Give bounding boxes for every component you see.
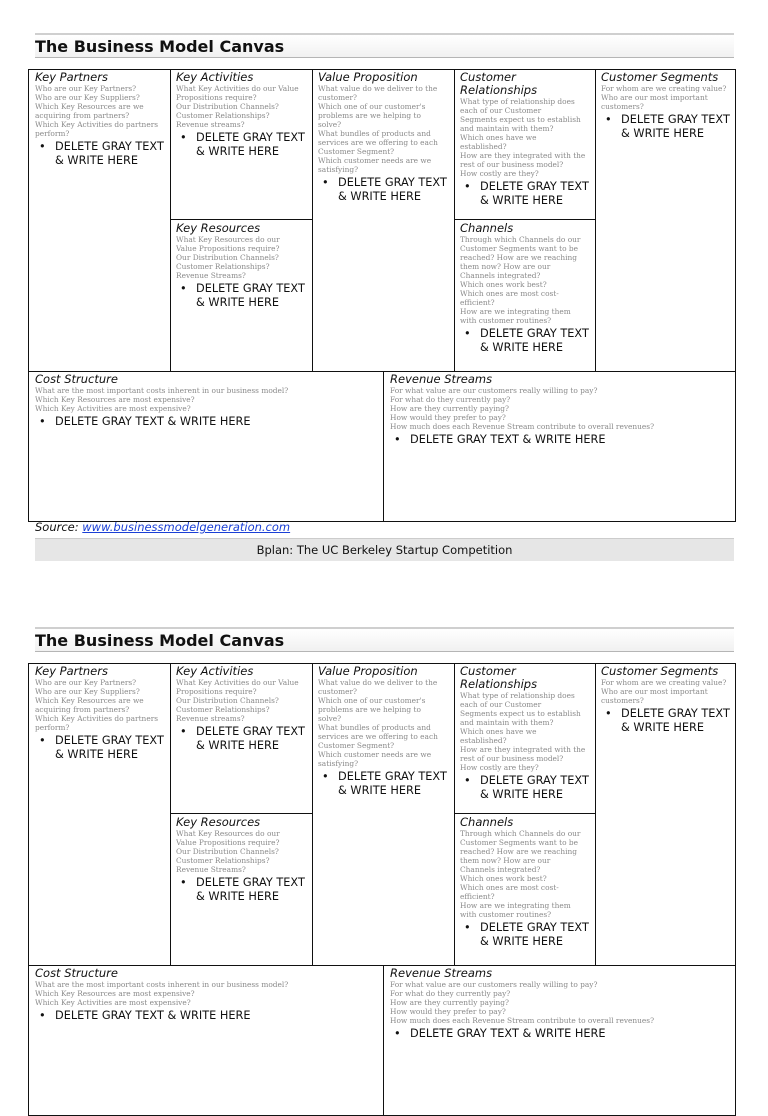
bullet-text: DELETE GRAY TEXT & WRITE HERE	[480, 921, 589, 948]
channels-prompt: Through which Channels do our Customer Segments want to be reached? How are we reaching them now? How are our Channels integrated? Which ones work best? Which ones are most cost- efficient? How are we integrating them with customer routines?	[460, 235, 581, 325]
key-resources-prompt: What Key Resources do our Value Propositions require? Our Distribution Channels? Customer Relationships? Revenue Streams?	[176, 235, 280, 280]
key-partners-title: Key Partners	[35, 665, 108, 678]
value-proposition-title: Value Proposition	[318, 71, 418, 84]
bullet-text: DELETE GRAY TEXT & WRITE HERE	[55, 1009, 251, 1022]
key-activities-title: Key Activities	[176, 665, 254, 678]
key-partners-cell[interactable]	[35, 71, 169, 369]
channels-cell[interactable]	[460, 816, 594, 964]
divider	[312, 70, 313, 372]
key-partners-bullet[interactable]	[35, 140, 169, 168]
channels-bullet[interactable]	[460, 327, 594, 355]
bullet-text: DELETE GRAY TEXT & WRITE HERE	[55, 140, 164, 167]
channels-title: Channels	[460, 816, 514, 829]
bullet-icon: •	[180, 282, 187, 295]
bullet-icon: •	[39, 140, 46, 153]
customer-relationships-bullet[interactable]	[460, 774, 594, 802]
divider	[454, 664, 455, 966]
key-activities-bullet[interactable]	[176, 131, 310, 159]
bullet-icon: •	[180, 876, 187, 889]
bullet-icon: •	[180, 131, 187, 144]
divider	[595, 664, 596, 966]
customer-segments-prompt: For whom are we creating value? Who are our most important customers?	[601, 678, 727, 705]
key-activities-prompt: What Key Activities do our Value Propositions require? Our Distribution Channels? Customer Relationships? Revenue streams?	[176, 678, 299, 723]
value-proposition-bullet[interactable]	[318, 770, 452, 798]
revenue-streams-bullet[interactable]	[390, 433, 734, 447]
divider	[454, 813, 595, 814]
channels-cell[interactable]	[460, 222, 594, 370]
revenue-streams-title: Revenue Streams	[390, 373, 493, 386]
key-activities-cell[interactable]	[176, 71, 310, 217]
key-resources-bullet[interactable]	[176, 876, 310, 904]
divider	[170, 813, 312, 814]
bullet-text: DELETE GRAY TEXT & WRITE HERE	[410, 1027, 606, 1040]
key-partners-cell[interactable]	[35, 665, 169, 963]
source-line	[35, 520, 290, 534]
customer-relationships-title: Customer Relationships	[460, 665, 538, 691]
customer-relationships-bullet[interactable]	[460, 180, 594, 208]
cost-structure-prompt: What are the most important costs inherent in our business model? Which Key Resources are most expensive? Which Key Activities are most expensive?	[35, 980, 289, 1007]
business-model-canvas	[28, 69, 736, 522]
customer-segments-cell[interactable]	[601, 71, 734, 369]
customer-segments-prompt: For whom are we creating value? Who are our most important customers?	[601, 84, 727, 111]
key-partners-prompt: Who are our Key Partners? Who are our Key Suppliers? Which Key Resources are we acquiring from partners? Which Key Activities do partners perform?	[35, 84, 159, 138]
key-partners-prompt: Who are our Key Partners? Who are our Key Suppliers? Which Key Resources are we acquiring from partners? Which Key Activities do partners perform?	[35, 678, 159, 732]
business-model-canvas	[28, 663, 736, 1116]
cost-structure-title: Cost Structure	[35, 373, 118, 386]
key-resources-cell[interactable]	[176, 816, 310, 964]
bullet-icon: •	[464, 180, 471, 193]
customer-segments-title: Customer Segments	[601, 665, 719, 678]
bullet-text: DELETE GRAY TEXT & WRITE HERE	[196, 725, 305, 752]
key-activities-bullet[interactable]	[176, 725, 310, 753]
bullet-text: DELETE GRAY TEXT & WRITE HERE	[410, 433, 606, 446]
bullet-icon: •	[464, 921, 471, 934]
cost-structure-cell[interactable]	[35, 373, 381, 519]
customer-segments-bullet[interactable]	[601, 113, 734, 141]
bullet-icon: •	[180, 725, 187, 738]
page-title: The Business Model Canvas	[35, 631, 285, 650]
key-resources-bullet[interactable]	[176, 282, 310, 310]
bullet-icon: •	[39, 734, 46, 747]
divider	[383, 965, 384, 1115]
bullet-text: DELETE GRAY TEXT & WRITE HERE	[621, 707, 730, 734]
bullet-icon: •	[39, 415, 46, 428]
key-resources-title: Key Resources	[176, 222, 261, 235]
bullet-text: DELETE GRAY TEXT & WRITE HERE	[55, 415, 251, 428]
bullet-icon: •	[394, 1027, 401, 1040]
channels-prompt: Through which Channels do our Customer Segments want to be reached? How are we reaching them now? How are our Channels integrated? Which ones work best? Which ones are most cost- efficient? How are we integrating them with customer routines?	[460, 829, 581, 919]
value-proposition-prompt: What value do we deliver to the customer? Which one of our customer's problems are we helping to solve? What bundles of products and services are we offering to each Customer Segment? Which customer needs are we satisfying?	[318, 678, 438, 768]
customer-relationships-prompt: What type of relationship does each of our Customer Segments expect us to establish and maintain with them? Which ones have we established? How are they integrated with the rest of our business model? How costly are they?	[460, 97, 586, 178]
bullet-icon: •	[394, 433, 401, 446]
revenue-streams-prompt: For what value are our customers really willing to pay? For what do they currently pay? How are they currently paying? How would they prefer to pay? How much does each Revenue Stream contribute to overall revenues?	[390, 386, 655, 431]
bullet-text: DELETE GRAY TEXT & WRITE HERE	[196, 282, 305, 309]
divider	[170, 70, 171, 372]
bullet-icon: •	[605, 113, 612, 126]
customer-segments-bullet[interactable]	[601, 707, 734, 735]
footer-text: Bplan: The UC Berkeley Startup Competition	[256, 543, 513, 557]
channels-title: Channels	[460, 222, 514, 235]
cost-structure-title: Cost Structure	[35, 967, 118, 980]
bullet-text: DELETE GRAY TEXT & WRITE HERE	[338, 770, 447, 797]
divider	[383, 371, 384, 521]
key-partners-bullet[interactable]	[35, 734, 169, 762]
value-proposition-title: Value Proposition	[318, 665, 418, 678]
value-proposition-bullet[interactable]	[318, 176, 452, 204]
bullet-text: DELETE GRAY TEXT & WRITE HERE	[480, 774, 589, 801]
customer-relationships-cell[interactable]	[460, 665, 594, 811]
divider	[595, 70, 596, 372]
bullet-text: DELETE GRAY TEXT & WRITE HERE	[480, 180, 589, 207]
title-bar	[35, 33, 734, 58]
bullet-icon: •	[39, 1009, 46, 1022]
bullet-text: DELETE GRAY TEXT & WRITE HERE	[196, 876, 305, 903]
key-partners-title: Key Partners	[35, 71, 108, 84]
divider	[170, 664, 171, 966]
key-activities-cell[interactable]	[176, 665, 310, 811]
cost-structure-bullet[interactable]	[35, 1009, 381, 1023]
source-link[interactable]: www.businessmodelgeneration.com	[82, 520, 291, 534]
key-activities-title: Key Activities	[176, 71, 254, 84]
key-resources-title: Key Resources	[176, 816, 261, 829]
revenue-streams-prompt: For what value are our customers really willing to pay? For what do they currently pay? How are they currently paying? How would they prefer to pay? How much does each Revenue Stream contribute to overall revenues?	[390, 980, 655, 1025]
key-resources-prompt: What Key Resources do our Value Propositions require? Our Distribution Channels? Customer Relationships? Revenue Streams?	[176, 829, 280, 874]
bullet-icon: •	[322, 176, 329, 189]
revenue-streams-cell[interactable]	[390, 373, 734, 519]
divider	[312, 664, 313, 966]
divider	[170, 219, 312, 220]
key-activities-prompt: What Key Activities do our Value Propositions require? Our Distribution Channels? Customer Relationships? Revenue streams?	[176, 84, 299, 129]
cost-structure-prompt: What are the most important costs inherent in our business model? Which Key Resources are most expensive? Which Key Activities are most expensive?	[35, 386, 289, 413]
cost-structure-bullet[interactable]	[35, 415, 381, 429]
bullet-text: DELETE GRAY TEXT & WRITE HERE	[480, 327, 589, 354]
source-label: Source:	[35, 520, 83, 534]
title-bar	[35, 627, 734, 652]
revenue-streams-bullet[interactable]	[390, 1027, 734, 1041]
bullet-icon: •	[605, 707, 612, 720]
revenue-streams-title: Revenue Streams	[390, 967, 493, 980]
bullet-icon: •	[322, 770, 329, 783]
key-resources-cell[interactable]	[176, 222, 310, 370]
customer-relationships-title: Customer Relationships	[460, 71, 538, 97]
customer-segments-cell[interactable]	[601, 665, 734, 963]
revenue-streams-cell[interactable]	[390, 967, 734, 1113]
footer-bar	[35, 538, 734, 561]
value-proposition-cell[interactable]	[318, 665, 452, 963]
divider	[454, 70, 455, 372]
bullet-text: DELETE GRAY TEXT & WRITE HERE	[55, 734, 164, 761]
customer-relationships-prompt: What type of relationship does each of our Customer Segments expect us to establish and maintain with them? Which ones have we established? How are they integrated with the rest of our business model? How costly are they?	[460, 691, 586, 772]
bullet-icon: •	[464, 774, 471, 787]
divider	[454, 219, 595, 220]
value-proposition-prompt: What value do we deliver to the customer? Which one of our customer's problems are we helping to solve? What bundles of products and services are we offering to each Customer Segment? Which customer needs are we satisfying?	[318, 84, 438, 174]
customer-segments-title: Customer Segments	[601, 71, 719, 84]
bullet-text: DELETE GRAY TEXT & WRITE HERE	[338, 176, 447, 203]
customer-relationships-cell[interactable]	[460, 71, 594, 217]
value-proposition-cell[interactable]	[318, 71, 452, 369]
channels-bullet[interactable]	[460, 921, 594, 949]
cost-structure-cell[interactable]	[35, 967, 381, 1113]
bullet-text: DELETE GRAY TEXT & WRITE HERE	[196, 131, 305, 158]
bullet-text: DELETE GRAY TEXT & WRITE HERE	[621, 113, 730, 140]
bullet-icon: •	[464, 327, 471, 340]
page-title: The Business Model Canvas	[35, 37, 285, 56]
